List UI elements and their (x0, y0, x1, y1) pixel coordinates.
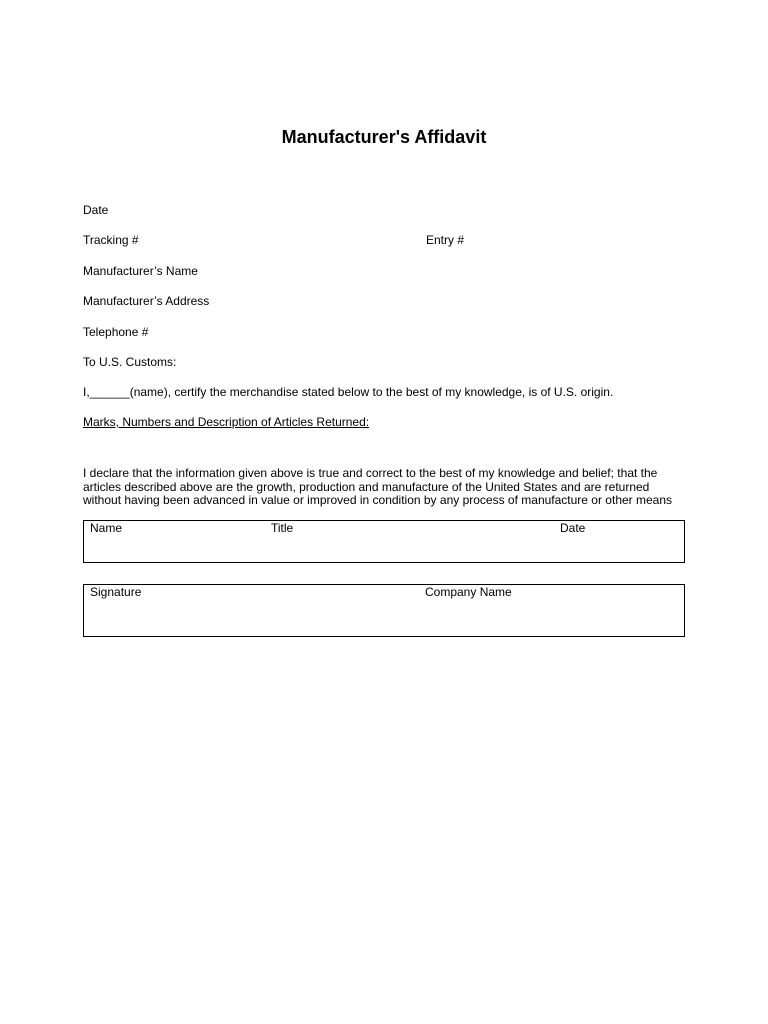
manufacturer-address-label: Manufacturer’s Address (83, 294, 210, 308)
page-title: Manufacturer's Affidavit (281, 127, 487, 147)
marks-heading: Marks, Numbers and Description of Articles Returned: (83, 415, 370, 429)
name-title-date-box (83, 520, 685, 563)
signature-company-box (83, 584, 685, 637)
title-label: Title (271, 521, 294, 535)
company-name-label: Company Name (425, 585, 512, 599)
signature-label: Signature (90, 585, 142, 599)
certification-statement: I,______(name), certify the merchandise stated below to the best of my knowledge, is of U.S. origin. (83, 385, 614, 399)
declaration-line: I declare that the information given above is true and correct to the best of my knowledge and belief; that the (83, 466, 658, 480)
name-label: Name (90, 521, 123, 535)
manufacturer-name-label: Manufacturer’s Name (83, 264, 198, 278)
declaration-line: articles described above are the growth, production and manufacture of the United States and are returned (83, 479, 650, 494)
date-label: Date (83, 203, 109, 217)
declaration-line: without having been advanced in value or improved in condition by any process of manufacture or other means (83, 493, 673, 507)
to-customs-label: To U.S. Customs: (83, 355, 177, 369)
date-box-label: Date (560, 521, 586, 535)
declaration-paragraph (83, 467, 693, 508)
telephone-label: Telephone # (83, 325, 149, 339)
entry-label: Entry # (426, 233, 465, 247)
tracking-label: Tracking # (83, 233, 139, 247)
